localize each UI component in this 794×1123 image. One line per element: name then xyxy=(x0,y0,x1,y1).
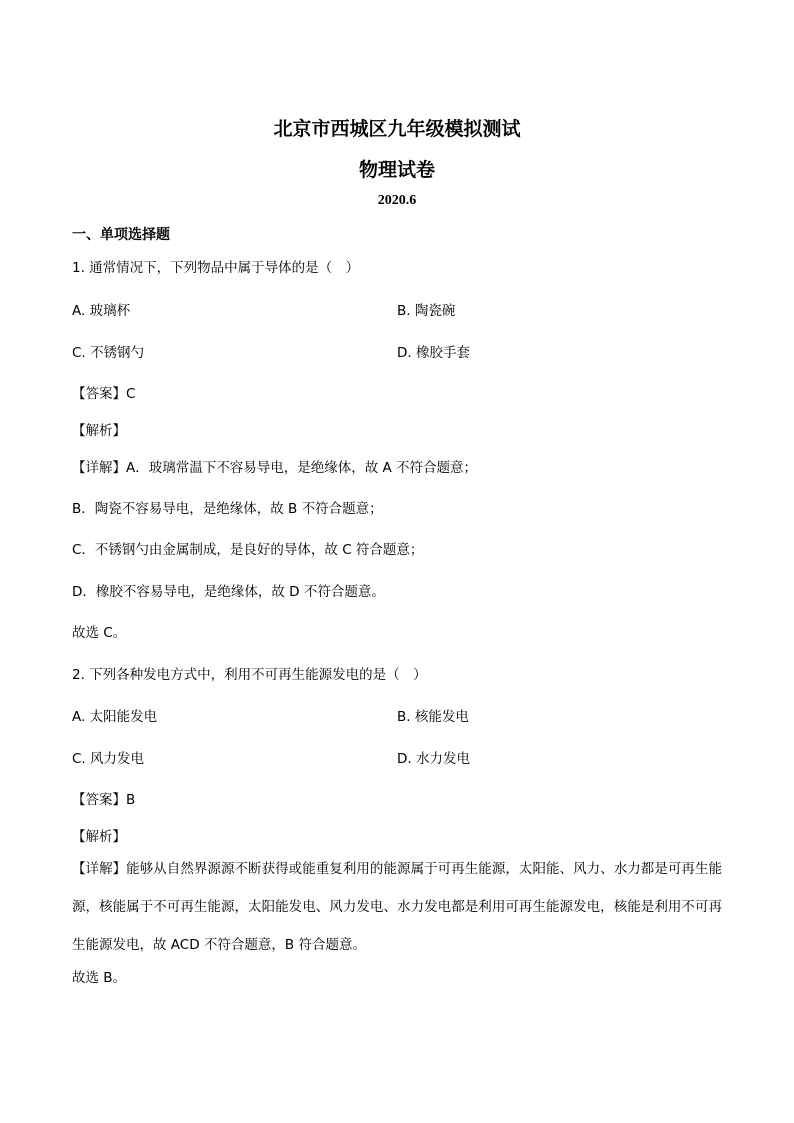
question-1-detail-line: D．橡胶不容易导电，是绝缘体，故 D 不符合题意。 xyxy=(72,584,385,600)
question-1-option-c: C. 不锈钢勺 xyxy=(72,345,145,361)
question-1-option-b: B. 陶瓷碗 xyxy=(397,303,456,319)
question-2-option-a: A. 太阳能发电 xyxy=(72,709,158,725)
question-2-option-b: B. 核能发电 xyxy=(397,709,469,725)
question-1-detail-line: B．陶瓷不容易导电，是绝缘体，故 B 不符合题意； xyxy=(72,501,383,517)
question-2-option-c: C. 风力发电 xyxy=(72,751,145,767)
document-title: 北京市西城区九年级模拟测试 xyxy=(273,118,521,140)
question-1-option-a: A. 玻璃杯 xyxy=(72,303,131,319)
question-2-option-d: D. 水力发电 xyxy=(397,751,470,767)
question-2-stem: 2. 下列各种发电方式中，利用不可再生能源发电的是（ ） xyxy=(72,667,427,683)
question-1-option-d: D. 橡胶手套 xyxy=(397,345,470,361)
question-1-detail-line: C．不锈钢勺由金属制成，是良好的导体，故 C 符合题意； xyxy=(72,542,424,558)
question-2-conclusion: 故选 B。 xyxy=(72,970,127,986)
question-2-answer: 【答案】B xyxy=(72,792,136,808)
question-1-detail-line: 【详解】A．玻璃常温下不容易导电，是绝缘体，故 A 不符合题意； xyxy=(72,460,478,476)
exam-date: 2020.6 xyxy=(377,193,417,208)
document-subtitle: 物理试卷 xyxy=(358,159,435,181)
question-1-answer: 【答案】C xyxy=(72,386,136,402)
section-heading: 一、单项选择题 xyxy=(72,227,170,243)
question-2-analysis-label: 【解析】 xyxy=(72,829,126,845)
question-1-analysis-label: 【解析】 xyxy=(72,423,126,439)
question-1-conclusion: 故选 C。 xyxy=(72,625,127,641)
question-1-stem: 1. 通常情况下，下列物品中属于导体的是（ ） xyxy=(72,260,360,276)
question-2-detail: 【详解】能够从自然界源源不断获得或能重复利用的能源属于可再生能源，太阳能、风力、水力都是可再生能源，核能属于不可再生能源，太阳能发电、风力发电、水力发电都是利用可再生能源发电，核能是利用不可再生能源发电，故 ACD 不符合题意，B 符合题意。 xyxy=(72,861,722,953)
